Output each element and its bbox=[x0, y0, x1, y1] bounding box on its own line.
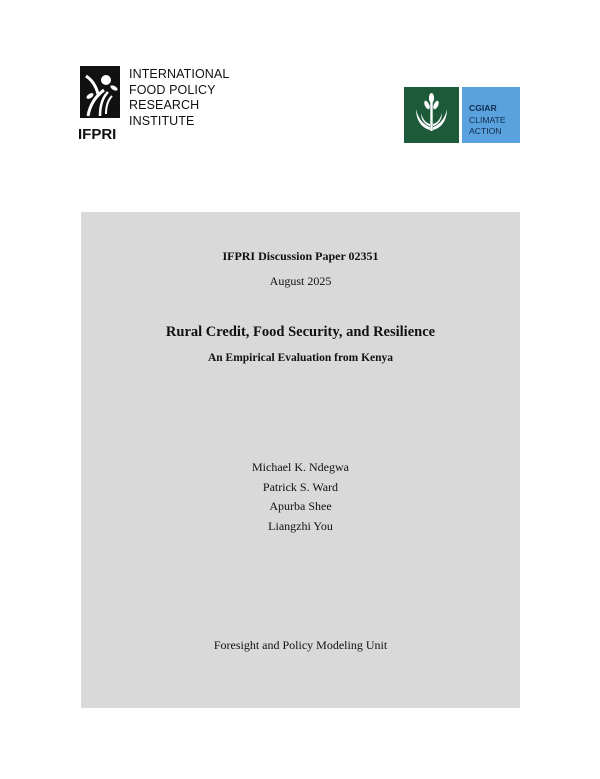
paper-title: Rural Credit, Food Security, and Resilience bbox=[165, 324, 436, 340]
ifpri-name-line: INSTITUTE bbox=[129, 113, 195, 128]
cgiar-text-block bbox=[462, 87, 520, 143]
paper-subtitle: An Empirical Evaluation from Kenya bbox=[207, 352, 394, 364]
cover-panel bbox=[81, 212, 520, 708]
paper-series: IFPRI Discussion Paper 02351 bbox=[222, 249, 379, 263]
ifpri-acronym: IFPRI bbox=[78, 126, 117, 142]
cgiar-emblem bbox=[404, 87, 459, 143]
ifpri-name-line: INTERNATIONAL bbox=[129, 67, 230, 81]
research-unit: Foresight and Policy Modeling Unit bbox=[213, 638, 388, 652]
cgiar-climate-action-logo bbox=[404, 87, 520, 143]
wheat-icon bbox=[404, 87, 459, 143]
author-name: Michael K. Ndegwa bbox=[252, 460, 349, 474]
ifpri-name bbox=[129, 67, 229, 129]
author-name: Apurba Shee bbox=[269, 499, 332, 513]
ifpri-name-line: FOOD POLICY bbox=[129, 82, 216, 97]
cgiar-name: CGIAR bbox=[469, 103, 497, 113]
author-name: Patrick S. Ward bbox=[262, 479, 339, 494]
ifpri-name-line: RESEARCH bbox=[129, 98, 200, 112]
ifpri-emblem-icon bbox=[78, 66, 122, 142]
author-list bbox=[81, 458, 520, 536]
ifpri-logo bbox=[78, 66, 238, 146]
cgiar-line: ACTION bbox=[469, 126, 502, 136]
publication-date: August 2025 bbox=[269, 274, 332, 288]
author-name: Liangzhi You bbox=[268, 518, 333, 533]
cgiar-line: CLIMATE bbox=[469, 114, 506, 125]
